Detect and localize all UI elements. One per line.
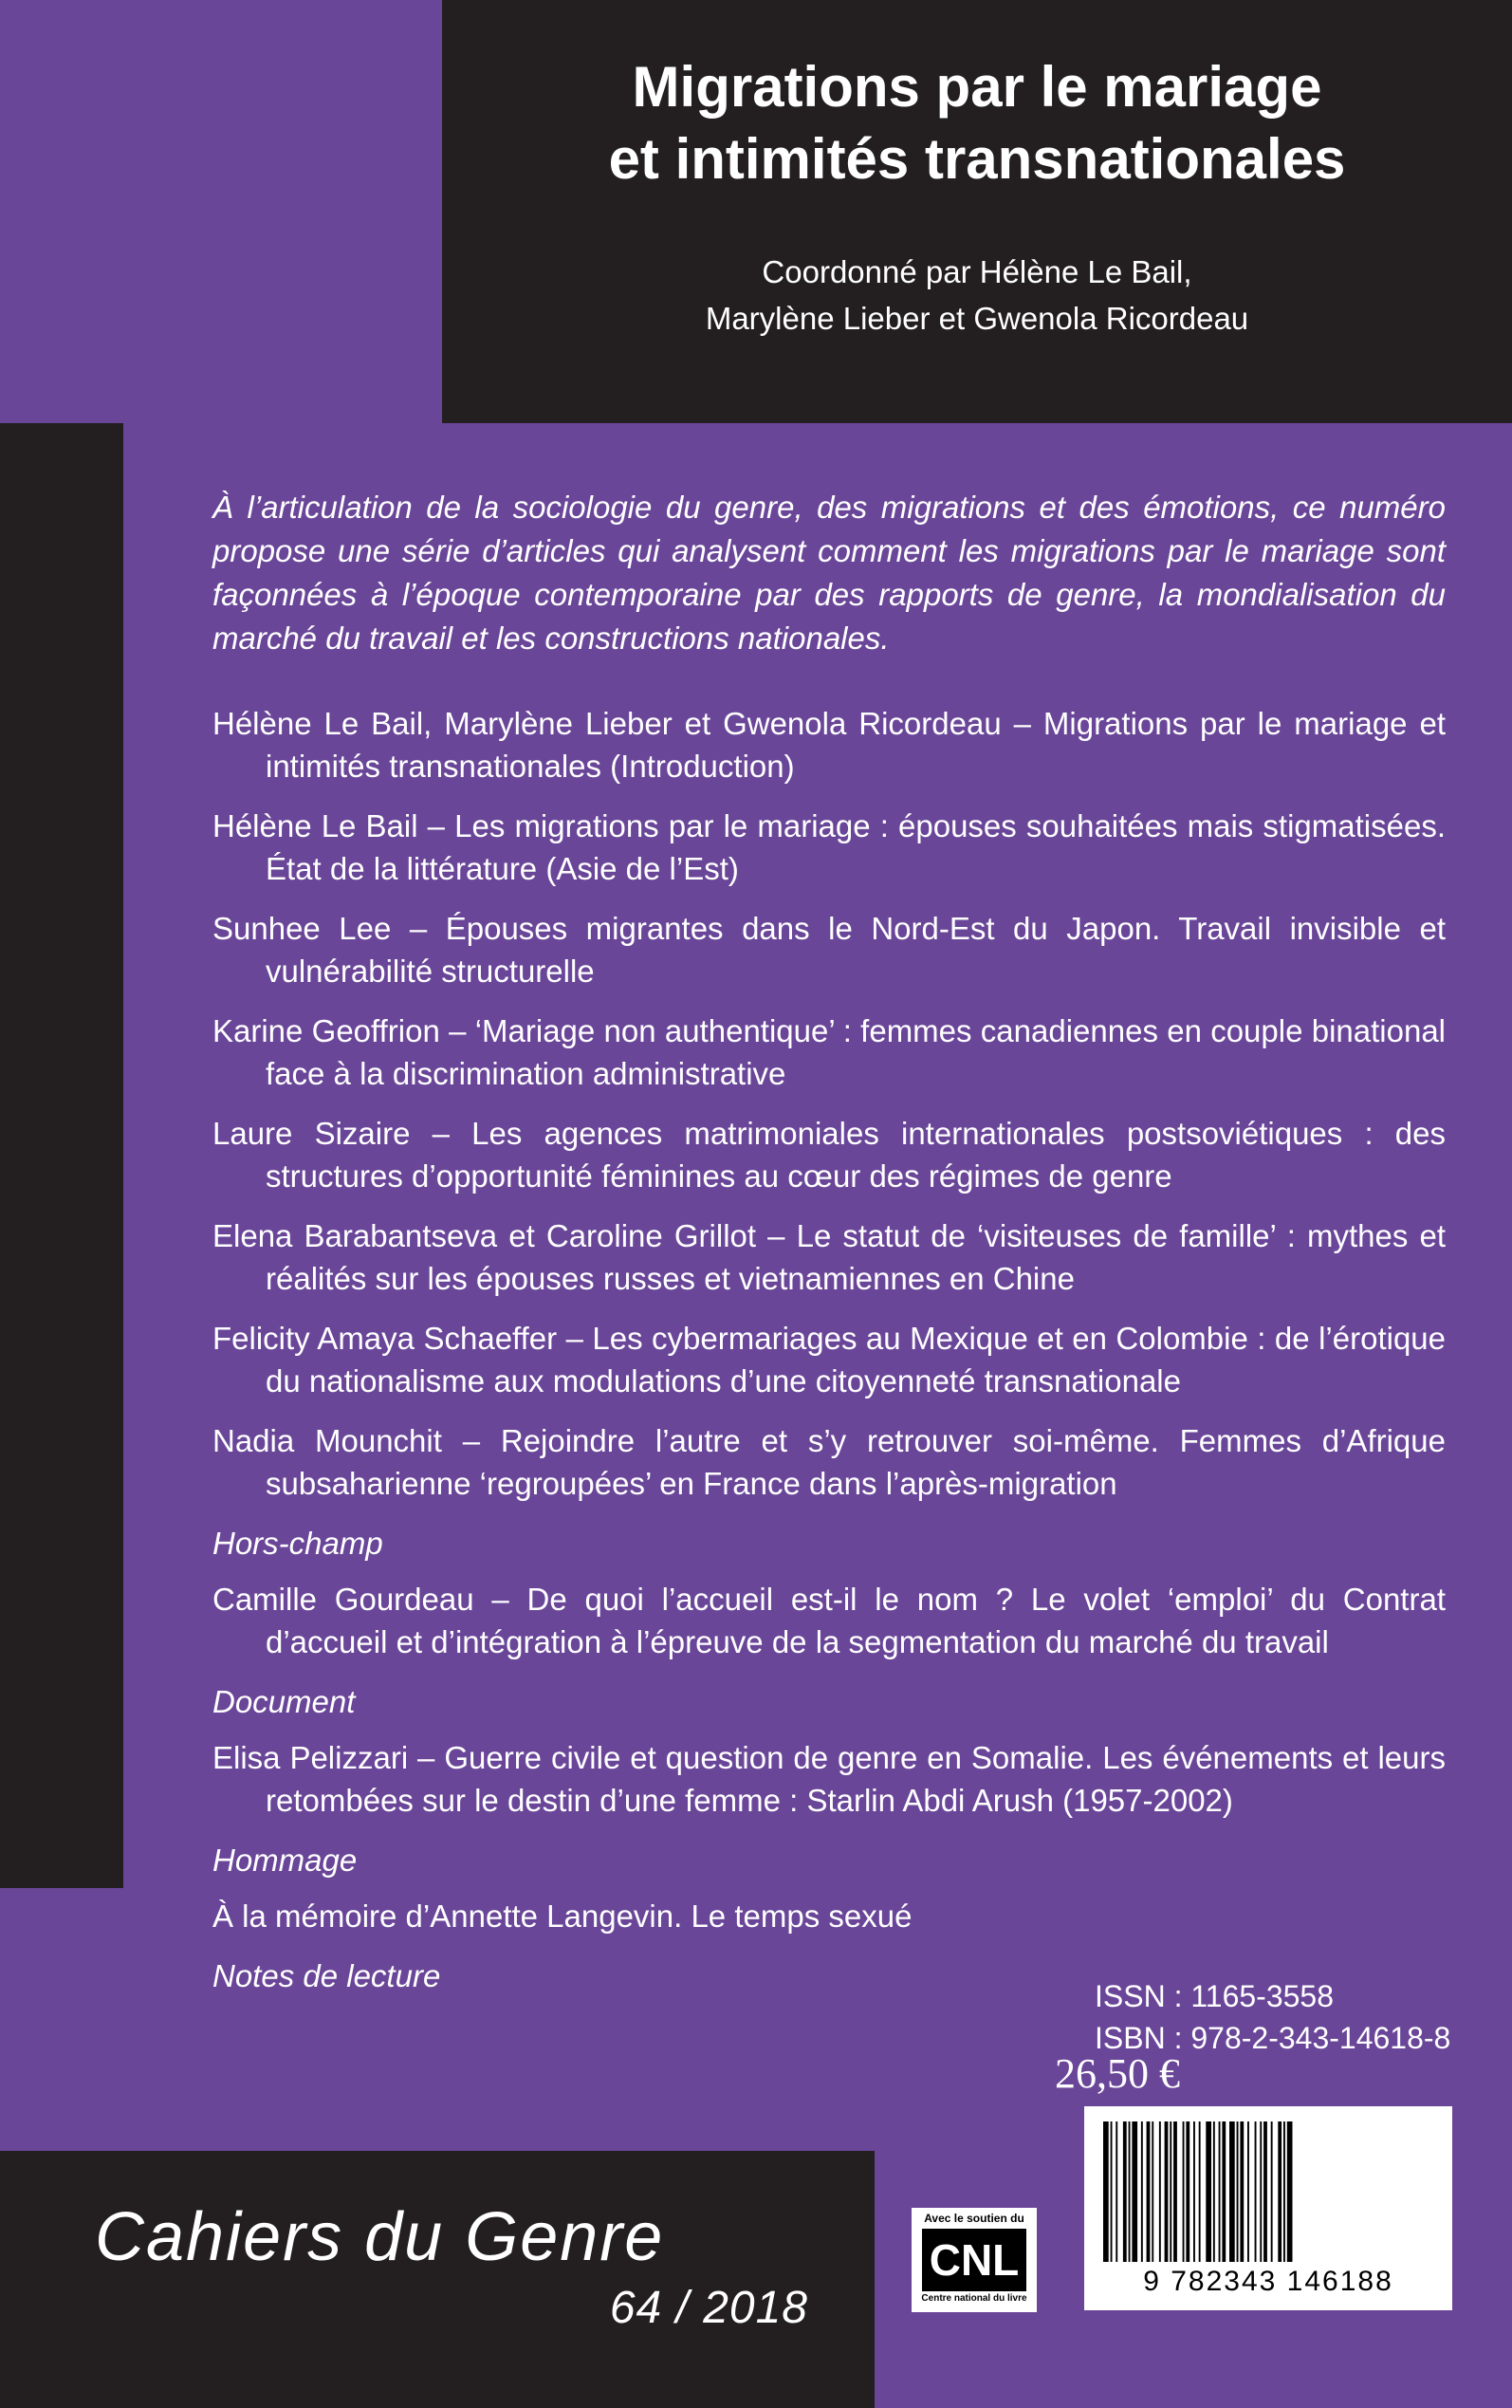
barcode-bar	[1152, 2121, 1153, 2262]
isbn: ISBN : 978-2-343-14618-8	[1095, 2021, 1451, 2055]
barcode-bar	[1240, 2121, 1244, 2262]
toc-article-2: Hélène Le Bail – Les migrations par le mariage : épouses souhaitées mais stigmatisées. État de la littérature (Asie de l’Est)	[212, 808, 1446, 886]
toc-article-3: Sunhee Lee – Épouses migrantes dans le Nord-Est du Japon. Travail invisible et vulnérabilité structurelle	[212, 911, 1446, 989]
cnl-mark: CNL	[922, 2229, 1026, 2291]
barcode-bar	[1222, 2121, 1226, 2262]
editors	[442, 249, 1512, 342]
barcode-bar	[1213, 2121, 1215, 2262]
toc-hors-champ: Camille Gourdeau – De quoi l’accueil est-il le nom ? Le volet ‘emploi’ du Contrat d’accueil et d’intégration à l’épreuve de la segmentation du marché du travail	[212, 1582, 1446, 1659]
left-decorative-bar	[0, 423, 123, 1888]
barcode-bar	[1165, 2121, 1169, 2262]
table-of-contents	[212, 702, 1446, 2010]
barcode-bar	[1103, 2121, 1109, 2262]
barcode-bar	[1229, 2121, 1235, 2262]
toc-article-5: Laure Sizaire – Les agences matrimoniales internationales postsoviétiques : des structures d’opportunité féminines au cœur des régimes de genre	[212, 1116, 1446, 1194]
issn: ISSN : 1165-3558	[1095, 1979, 1335, 2013]
editors-line-2: Marylène Lieber et Gwenola Ricordeau	[705, 301, 1249, 336]
title-line-1: Migrations par le mariage	[632, 55, 1322, 119]
abstract: À l’articulation de la sociologie du genre, des migrations et des émotions, ce numéro propose une série d’articles qui analysent comment les migrations par le mariage sont façonnées à l’époque contemporaine par des rapports de genre, la mondialisation du marché du travail et les constructions nationales.	[212, 490, 1446, 656]
journal-name: Cahiers du Genre	[95, 2199, 665, 2275]
cnl-support-text: Avec le soutien du	[924, 2212, 1024, 2225]
barcode-bar	[1199, 2121, 1201, 2262]
barcode-digits: 9 782343 146188	[1143, 2266, 1393, 2297]
section-hommage: Hommage	[212, 1843, 358, 1878]
journal-issue: 64 / 2018	[609, 2283, 808, 2333]
barcode-bar	[1278, 2121, 1282, 2262]
toc-article-4: Karine Geoffrion – ‘Mariage non authentique’ : femmes canadiennes en couple binational face à la discrimination administrative	[212, 1013, 1446, 1091]
book-title	[442, 51, 1512, 195]
toc-article-1: Hélène Le Bail, Marylène Lieber et Gwenola Ricordeau – Migrations par le mariage et intimités transnationales (Introduction)	[212, 706, 1446, 784]
barcode-bar	[1219, 2121, 1221, 2262]
barcode-bar	[1283, 2121, 1285, 2262]
identifiers	[1095, 1975, 1450, 2059]
section-hors-champ: Hors-champ	[212, 1526, 383, 1561]
journal-background	[0, 2151, 875, 2408]
price: 26,50 €	[1055, 2050, 1180, 2097]
barcode-bar	[1183, 2121, 1185, 2262]
barcode-bar	[1141, 2121, 1143, 2262]
cnl-logo	[912, 2208, 1037, 2312]
toc-hommage: À la mémoire d’Annette Langevin. Le temps sexué	[212, 1899, 913, 1934]
barcode-bar	[1170, 2121, 1171, 2262]
toc-article-6: Elena Barabantseva et Caroline Grillot – Le statut de ‘visiteuses de famille’ : mythes et réalités sur les épouses russes et vietnamiennes en Chine	[212, 1218, 1446, 1296]
barcode-bars	[1099, 2121, 1437, 2262]
barcode-bar	[1193, 2121, 1195, 2262]
section-document: Document	[212, 1684, 356, 1719]
barcode-bar	[1263, 2121, 1267, 2262]
barcode-bar	[1132, 2121, 1137, 2262]
barcode-bar	[1247, 2121, 1249, 2262]
title-line-2: et intimités transnationales	[608, 127, 1346, 191]
section-notes-de-lecture: Notes de lecture	[212, 1958, 441, 1993]
barcode-bar	[1123, 2121, 1127, 2262]
barcode-bar	[1147, 2121, 1151, 2262]
barcode-bar	[1173, 2121, 1177, 2262]
barcode-bar	[1260, 2121, 1262, 2262]
cnl-name: Centre national du livre	[921, 2293, 1027, 2304]
barcode-bar	[1287, 2121, 1293, 2262]
barcode-bar	[1271, 2121, 1273, 2262]
barcode	[1084, 2106, 1452, 2310]
barcode-bar	[1159, 2121, 1161, 2262]
toc-document: Elisa Pelizzari – Guerre civile et question de genre en Somalie. Les événements et leurs retombées sur le destin d’une femme : Starlin Abdi Arush (1957-2002)	[212, 1740, 1446, 1818]
barcode-bar	[1255, 2121, 1257, 2262]
barcode-bar	[1186, 2121, 1189, 2262]
toc-article-7: Felicity Amaya Schaeffer – Les cybermariages au Mexique et en Colombie : de l’érotique du nationalisme aux modulations d’une citoyenneté transnationale	[212, 1321, 1446, 1398]
barcode-bar	[1237, 2121, 1239, 2262]
barcode-bar	[1206, 2121, 1211, 2262]
barcode-bar	[1111, 2121, 1113, 2262]
toc-article-8: Nadia Mounchit – Rejoindre l’autre et s’y retrouver soi-même. Femmes d’Afrique subsaharienne ‘regroupées’ en France dans l’après-migration	[212, 1423, 1446, 1501]
editors-line-1: Coordonné par Hélène Le Bail,	[762, 254, 1192, 289]
barcode-bar	[1116, 2121, 1117, 2262]
barcode-bar	[1129, 2121, 1131, 2262]
